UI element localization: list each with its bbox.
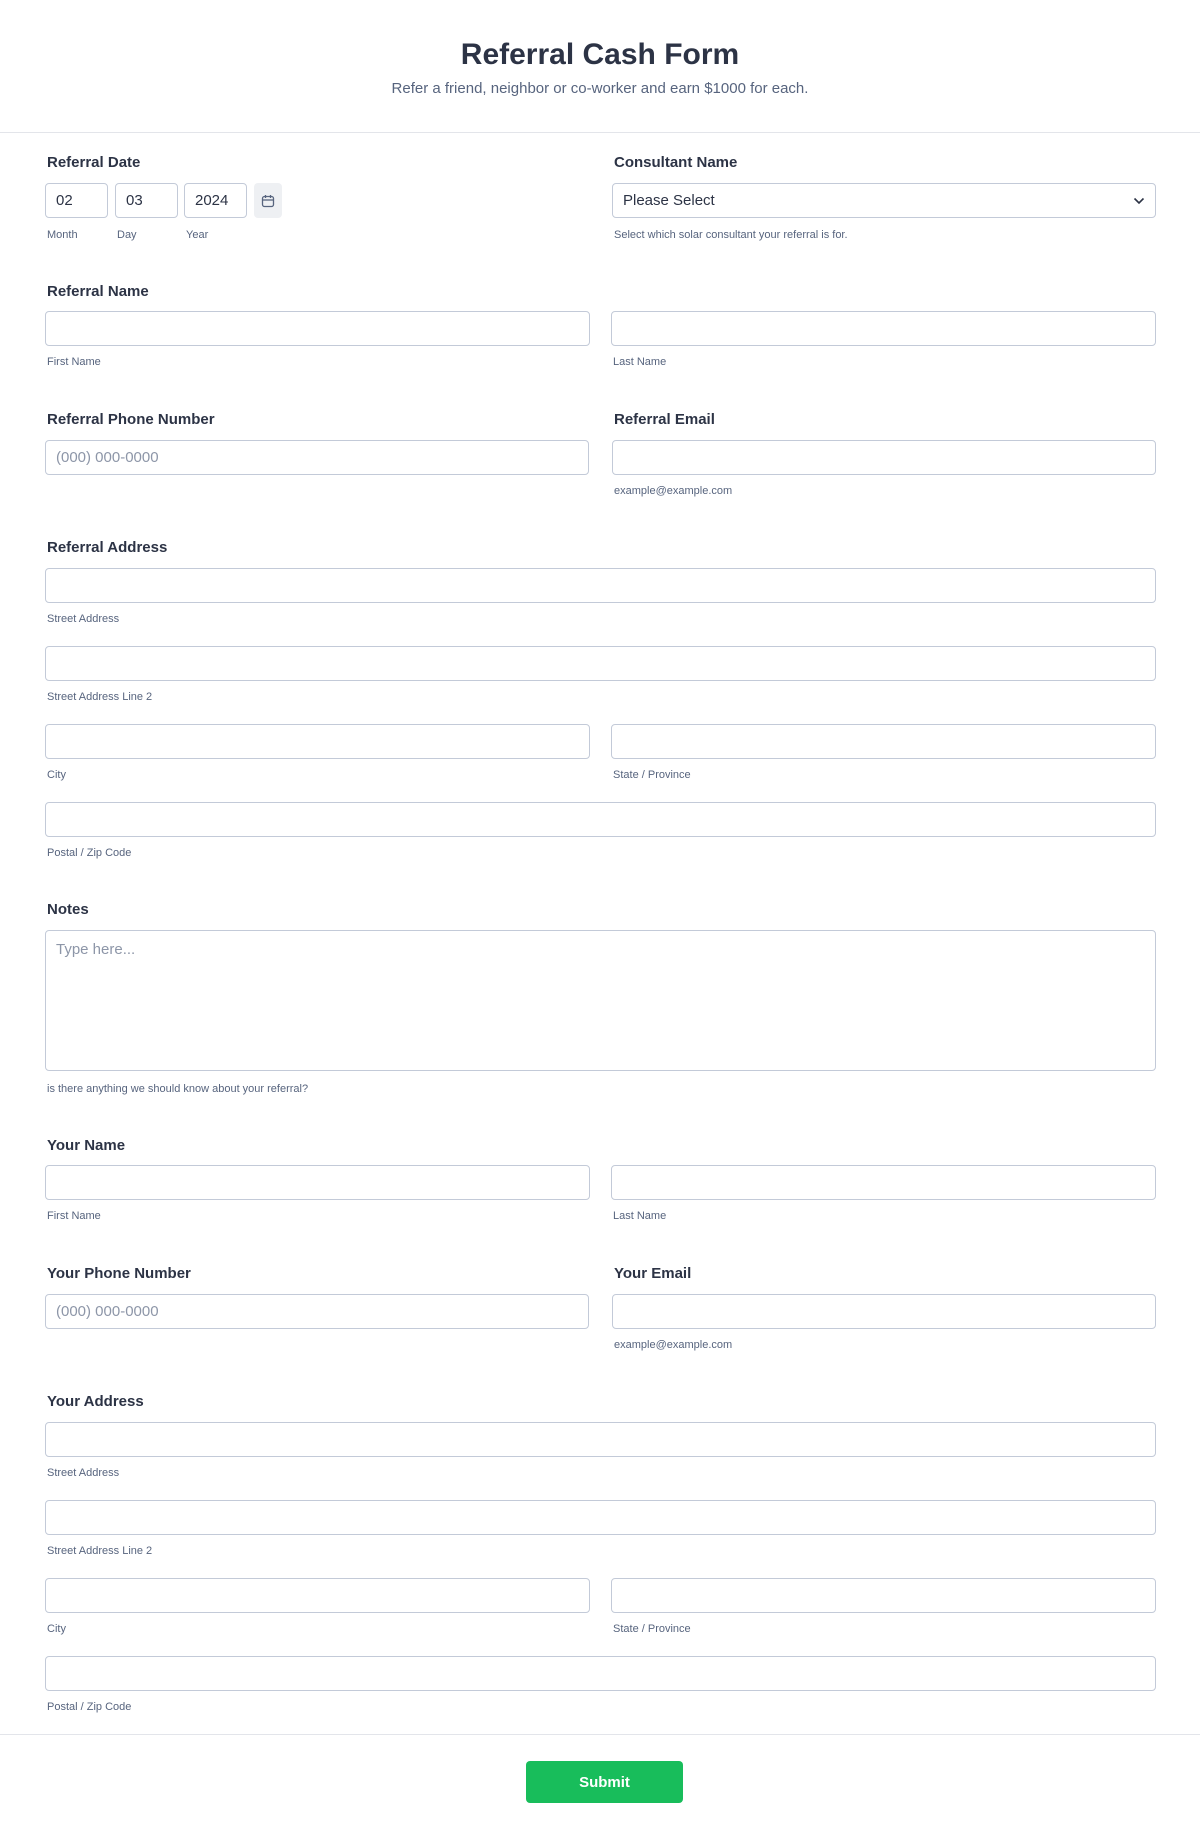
referral-zip-input[interactable] — [45, 802, 1156, 837]
referral-last-name-sublabel: Last Name — [613, 356, 667, 368]
form-body — [0, 133, 1200, 1733]
referral-email-input[interactable] — [612, 440, 1156, 475]
your-last-name-input[interactable] — [611, 1165, 1156, 1200]
calendar-button[interactable] — [254, 183, 282, 218]
your-email-input[interactable] — [612, 1294, 1156, 1329]
your-email-hint: example@example.com — [614, 1339, 733, 1351]
your-last-name-sublabel: Last Name — [613, 1210, 667, 1222]
referral-first-name-input[interactable] — [45, 311, 590, 346]
day-sublabel: Day — [117, 229, 137, 241]
referral-date-label: Referral Date — [47, 154, 141, 171]
your-street-input[interactable] — [45, 1422, 1156, 1457]
referral-street-sublabel: Street Address — [47, 613, 120, 625]
referral-name-label: Referral Name — [47, 283, 149, 300]
referral-zip-sublabel: Postal / Zip Code — [47, 847, 132, 859]
your-state-sublabel: State / Province — [613, 1623, 691, 1635]
submit-button[interactable]: Submit — [526, 1761, 683, 1803]
referral-state-input[interactable] — [611, 724, 1156, 759]
notes-textarea[interactable] — [45, 930, 1156, 1071]
chevron-down-icon — [1133, 197, 1145, 205]
referral-first-name-sublabel: First Name — [47, 356, 101, 368]
referral-phone-input[interactable] — [45, 440, 589, 475]
page-title: Referral Cash Form — [460, 38, 740, 71]
day-input[interactable] — [115, 183, 178, 218]
year-sublabel: Year — [186, 229, 209, 241]
your-state-input[interactable] — [611, 1578, 1156, 1613]
referral-email-hint: example@example.com — [614, 485, 733, 497]
your-zip-input[interactable] — [45, 1656, 1156, 1691]
consultant-label: Consultant Name — [614, 154, 738, 171]
referral-street2-sublabel: Street Address Line 2 — [47, 691, 153, 703]
your-phone-label: Your Phone Number — [47, 1265, 191, 1282]
form-header — [0, 0, 1200, 133]
consultant-selected-value: Please Select — [623, 192, 715, 209]
your-name-label: Your Name — [47, 1137, 126, 1154]
your-street2-input[interactable] — [45, 1500, 1156, 1535]
your-city-sublabel: City — [47, 1623, 66, 1635]
your-address-label: Your Address — [47, 1393, 144, 1410]
your-email-label: Your Email — [614, 1265, 692, 1282]
month-sublabel: Month — [47, 229, 78, 241]
calendar-icon — [261, 194, 275, 208]
consultant-hint: Select which solar consultant your referral is for. — [614, 229, 848, 241]
your-city-input[interactable] — [45, 1578, 590, 1613]
referral-street-input[interactable] — [45, 568, 1156, 603]
referral-state-sublabel: State / Province — [613, 769, 691, 781]
page-subtitle: Refer a friend, neighbor or co-worker and earn $1000 for each. — [391, 80, 809, 97]
your-phone-input[interactable] — [45, 1294, 589, 1329]
your-first-name-sublabel: First Name — [47, 1210, 101, 1222]
referral-phone-label: Referral Phone Number — [47, 411, 215, 428]
notes-hint: is there anything we should know about your referral? — [47, 1083, 309, 1095]
referral-city-input[interactable] — [45, 724, 590, 759]
year-input[interactable] — [184, 183, 247, 218]
your-street-sublabel: Street Address — [47, 1467, 120, 1479]
your-zip-sublabel: Postal / Zip Code — [47, 1701, 132, 1713]
your-first-name-input[interactable] — [45, 1165, 590, 1200]
referral-street2-input[interactable] — [45, 646, 1156, 681]
month-input[interactable] — [45, 183, 108, 218]
your-street2-sublabel: Street Address Line 2 — [47, 1545, 153, 1557]
consultant-select[interactable] — [612, 183, 1156, 218]
referral-email-label: Referral Email — [614, 411, 715, 428]
referral-city-sublabel: City — [47, 769, 66, 781]
referral-last-name-input[interactable] — [611, 311, 1156, 346]
referral-address-label: Referral Address — [47, 539, 168, 556]
notes-label: Notes — [47, 901, 89, 918]
